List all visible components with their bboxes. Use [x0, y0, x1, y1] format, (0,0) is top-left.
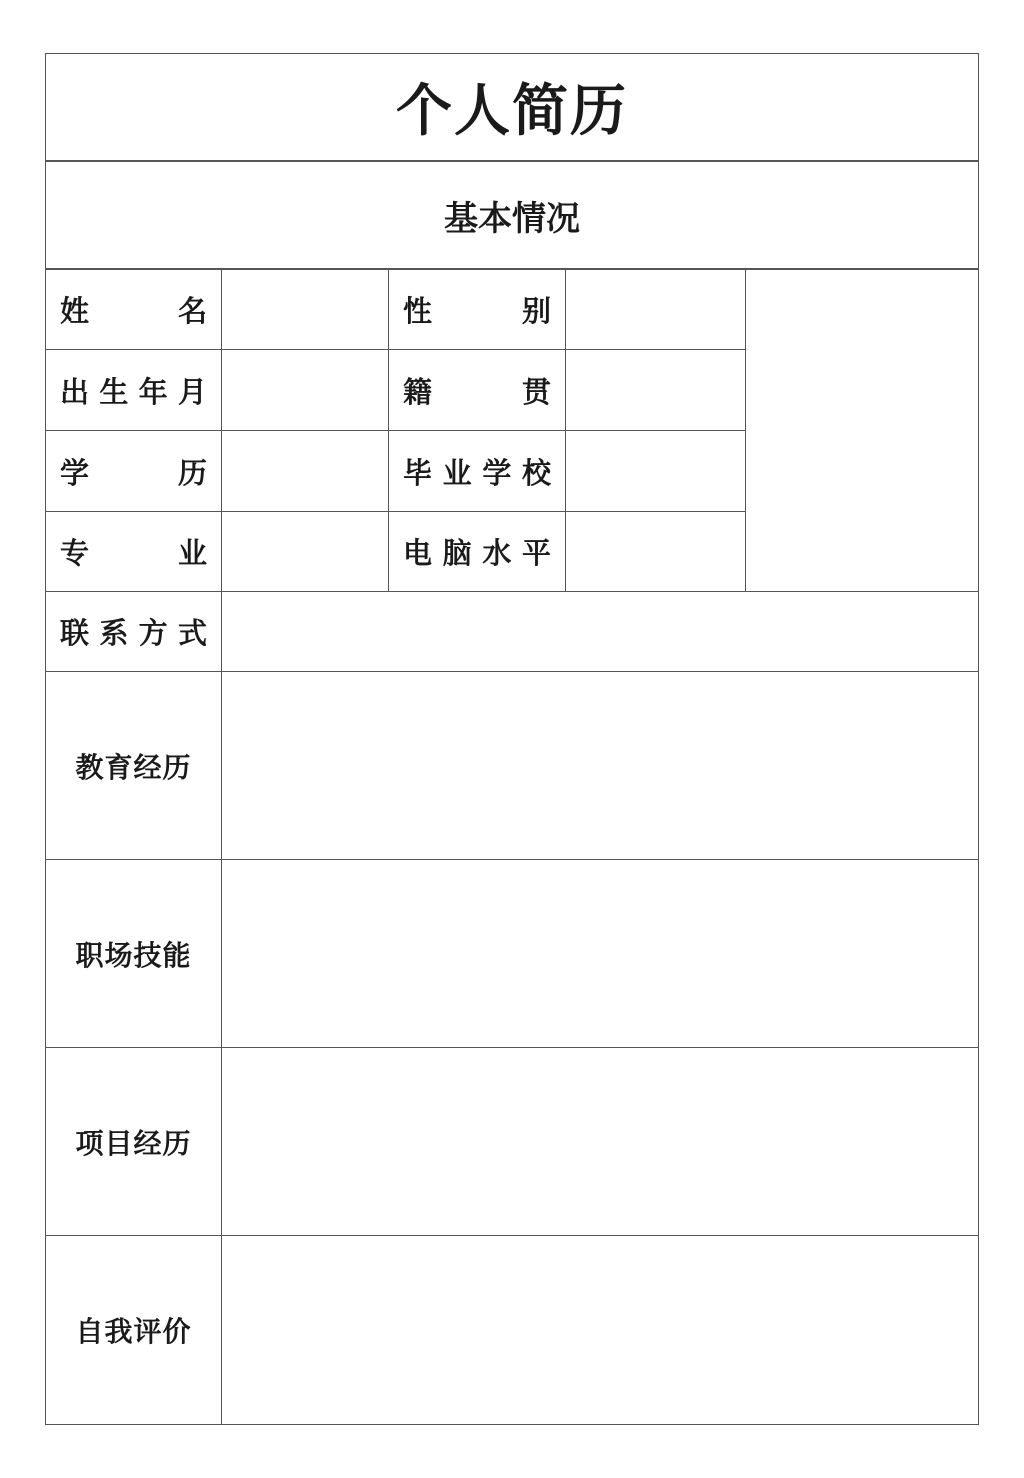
projects-section-label: 项目经历	[45, 1047, 222, 1236]
label-char: 姓	[60, 294, 90, 328]
label-char: 月	[177, 374, 207, 409]
label-char: 别	[521, 294, 551, 328]
birth-value[interactable]	[221, 349, 389, 431]
gender-value[interactable]	[565, 269, 746, 350]
school-value[interactable]	[565, 430, 746, 512]
name-label	[45, 269, 222, 350]
skills-section-label: 职场技能	[45, 859, 222, 1048]
label-char: 出	[60, 374, 90, 409]
label-char: 业	[442, 455, 472, 490]
projects-section-content[interactable]	[221, 1047, 979, 1236]
self-evaluation-section-content[interactable]	[221, 1235, 979, 1425]
computer-level-label	[388, 511, 566, 592]
label-char: 电	[403, 536, 433, 570]
label-char: 专	[60, 536, 90, 570]
label-char: 校	[521, 455, 551, 490]
label-char: 性	[403, 294, 433, 328]
native-place-label	[388, 349, 566, 431]
education-section-label: 教育经历	[45, 671, 222, 860]
label-char: 历	[177, 455, 207, 490]
label-char: 学	[482, 455, 512, 490]
label-char: 贯	[521, 374, 551, 409]
photo-area[interactable]	[745, 269, 979, 592]
computer-level-value[interactable]	[565, 511, 746, 592]
label-char: 平	[521, 536, 551, 570]
education-section-content[interactable]	[221, 671, 979, 860]
education-level-label	[45, 430, 222, 512]
label-char: 水	[482, 536, 512, 570]
gender-label	[388, 269, 566, 350]
name-value[interactable]	[221, 269, 389, 350]
contact-value[interactable]	[221, 591, 979, 672]
resume-table	[45, 53, 979, 1425]
native-place-value[interactable]	[565, 349, 746, 431]
label-char: 联	[60, 616, 90, 650]
label-char: 脑	[442, 536, 472, 570]
label-char: 年	[138, 374, 168, 409]
label-char: 名	[177, 294, 207, 328]
education-level-value[interactable]	[221, 430, 389, 512]
label-char: 方	[138, 616, 168, 650]
skills-section-content[interactable]	[221, 859, 979, 1048]
self-evaluation-section-label: 自我评价	[45, 1235, 222, 1425]
label-char: 籍	[403, 374, 433, 409]
label-char: 毕	[403, 455, 433, 490]
resume-title: 个人简历	[45, 53, 979, 161]
school-label	[388, 430, 566, 512]
major-label	[45, 511, 222, 592]
label-char: 学	[60, 455, 90, 490]
basic-info-header: 基本情况	[45, 161, 979, 269]
label-char: 系	[99, 616, 129, 650]
major-value[interactable]	[221, 511, 389, 592]
birth-label	[45, 349, 222, 431]
label-char: 式	[177, 616, 207, 650]
contact-label	[45, 591, 222, 672]
label-char: 生	[99, 374, 129, 409]
label-char: 业	[177, 536, 207, 570]
